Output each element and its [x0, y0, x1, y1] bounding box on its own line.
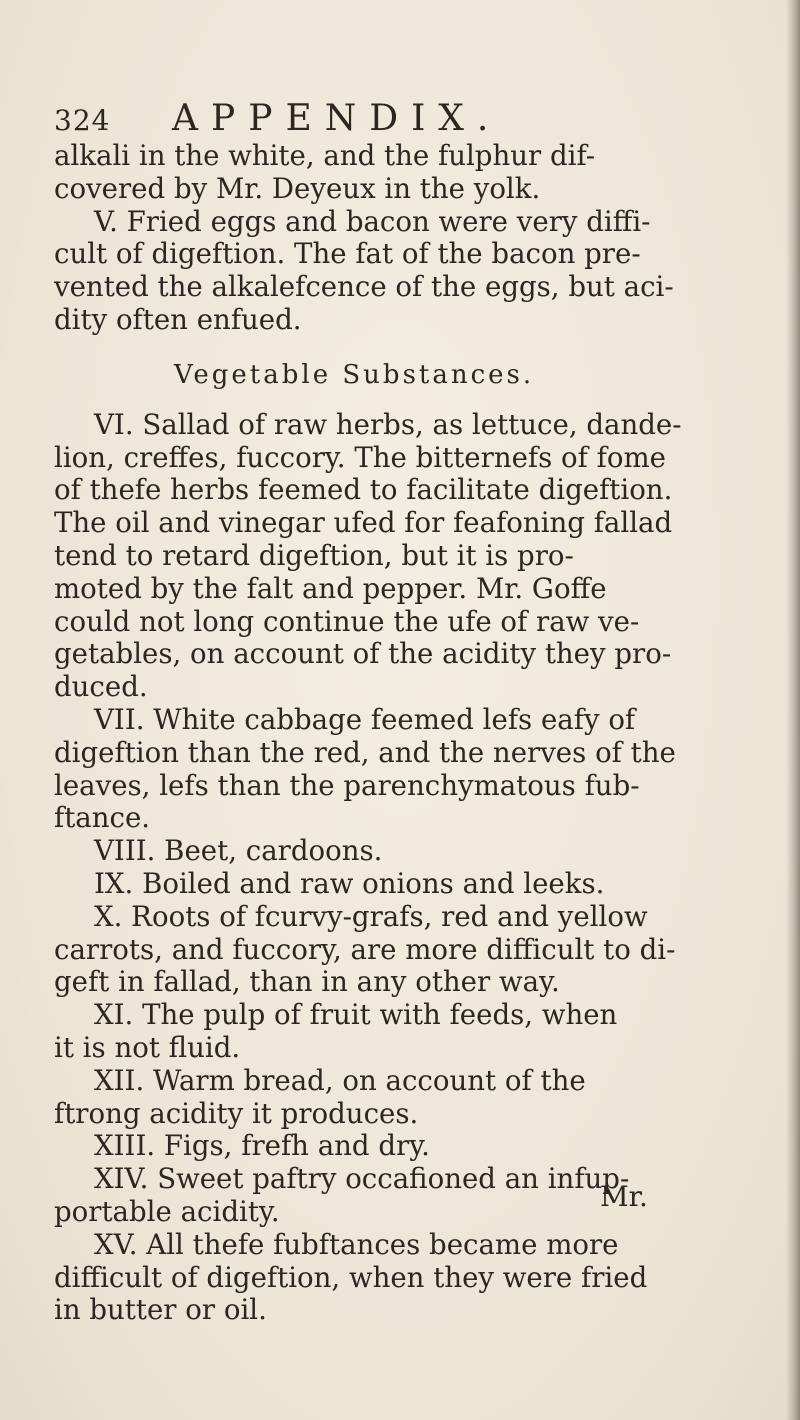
running-head: APPENDIX.: [172, 98, 502, 139]
text-line: X. Roots of fcurvy-grafs, red and yellow: [94, 899, 648, 933]
text-line: difficult of digeftion, when they were fried: [54, 1260, 648, 1294]
text-line: ftance.: [54, 801, 151, 835]
text-line: XII. Warm bread, on account of the: [94, 1063, 586, 1097]
text-line: XIV. Sweet paftry occafioned an infup-: [94, 1162, 630, 1196]
text-line: IX. Boiled and raw onions and leeks.: [94, 866, 605, 900]
text-line: VII. White cabbage feemed lefs eafy of: [94, 702, 636, 736]
text-line: V. Fried eggs and bacon were very diffi-: [94, 204, 651, 238]
text-line: getables, on account of the acidity they pro-: [54, 637, 672, 671]
text-line: The oil and vinegar ufed for feafoning fallad: [54, 506, 673, 540]
text-line: XIII. Figs, frefh and dry.: [94, 1129, 430, 1163]
text-line: vented the alkalefcence of the eggs, but aci-: [54, 270, 674, 304]
text-line: XI. The pulp of fruit with feeds, when: [94, 998, 618, 1032]
text-line: dity often enfued.: [54, 302, 302, 336]
page-header: [54, 98, 674, 138]
text-line: ftrong acidity it produces.: [54, 1096, 419, 1130]
body-text: [54, 140, 718, 1327]
text-line: tend to retard digeftion, but it is pro-: [54, 538, 574, 572]
text-line: duced.: [54, 670, 148, 704]
catchword: Mr.: [600, 1180, 648, 1213]
text-line: VI. Sallad of raw herbs, as lettuce, dande-: [94, 407, 682, 441]
text-line: cult of digeftion. The fat of the bacon pre-: [54, 237, 641, 271]
text-line: XV. All thefe fubftances became more: [94, 1227, 619, 1261]
text-line: of thefe herbs feemed to facilitate digeftion.: [54, 473, 673, 507]
text-line: leaves, lefs than the parenchymatous fub-: [54, 768, 640, 802]
text-line: could not long continue the ufe of raw ve-: [54, 604, 640, 638]
text-line: covered by Mr. Deyeux in the yolk.: [54, 171, 541, 205]
text-line: geft in fallad, than in any other way.: [54, 965, 560, 999]
text-line: in butter or oil.: [54, 1293, 267, 1327]
text-line: portable acidity.: [54, 1194, 280, 1228]
text-line: moted by the falt and pepper. Mr. Goffe: [54, 571, 607, 605]
text-line: carrots, and fuccory, are more difficult to di-: [54, 932, 676, 966]
text-line: digeftion than the red, and the nerves of the: [54, 735, 676, 769]
page-number: 324: [54, 104, 111, 137]
page-edge-shadow: [786, 0, 800, 1420]
text-line: lion, creffes, fuccory. The bitternefs of fome: [54, 440, 666, 474]
paragraphs-eggs: [54, 140, 718, 337]
text-line: VIII. Beet, cardoons.: [94, 834, 383, 868]
text-line: it is not fluid.: [54, 1030, 241, 1064]
section-heading: Vegetable Substances.: [174, 359, 535, 390]
text-line: alkali in the white, and the fulphur dif-: [54, 139, 596, 172]
